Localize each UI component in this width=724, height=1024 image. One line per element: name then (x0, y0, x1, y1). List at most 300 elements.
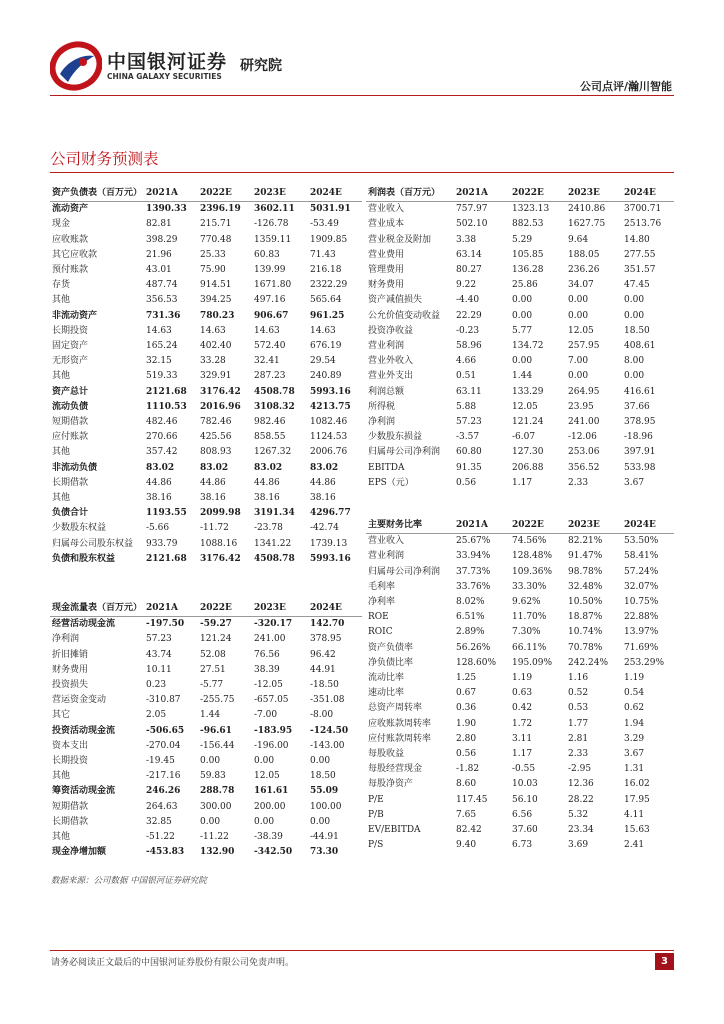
row-label: 归属母公司净利润 (368, 447, 441, 458)
row-label: 流动比率 (368, 673, 405, 684)
year-header-cell: 2024E (624, 518, 674, 534)
table-row (366, 324, 674, 339)
row-label: EPS（元） (368, 477, 414, 488)
value-cell: 3.69 (568, 840, 589, 851)
value-cell: 1.17 (512, 477, 533, 488)
table-row (50, 663, 362, 678)
value-cell: 1671.80 (254, 280, 292, 291)
table-row (366, 430, 674, 445)
value-cell: 780.23 (200, 310, 235, 321)
value-cell: 98.78% (568, 566, 603, 577)
value-cell: -1.82 (456, 764, 480, 775)
table-row (50, 324, 362, 339)
value-cell: 13.97% (624, 627, 659, 638)
value-cell: 782.46 (200, 417, 232, 428)
value-cell: 3108.32 (254, 401, 295, 412)
value-cell: 58.41% (624, 551, 659, 562)
value-cell: 1088.16 (200, 538, 238, 549)
value-cell: -59.27 (200, 619, 232, 630)
table-title-cell: 利润表（百万元） (366, 186, 456, 202)
row-label: 归属母公司股东权益 (52, 538, 134, 549)
value-cell: 83.02 (254, 462, 283, 473)
value-cell: 33.28 (200, 356, 226, 367)
value-cell: 3.38 (456, 234, 477, 245)
row-label: 现金净增加额 (52, 847, 107, 858)
value-cell: 2410.86 (568, 204, 606, 215)
row-label: 投资活动现金流 (52, 725, 116, 736)
value-cell: 16.02 (624, 779, 650, 790)
value-cell: -23.78 (254, 523, 283, 534)
table-row (366, 717, 674, 732)
table-row (50, 815, 362, 830)
value-cell: 3191.34 (254, 508, 295, 519)
section-title: 公司财务预测表 (50, 150, 159, 168)
value-cell: 1.16 (568, 673, 589, 684)
table-row (50, 632, 362, 647)
table-row (50, 461, 362, 476)
row-label: EBITDA (368, 462, 405, 473)
table-row (50, 648, 362, 663)
value-cell: 914.51 (200, 280, 232, 291)
value-cell: 351.57 (624, 265, 656, 276)
value-cell: 133.29 (512, 386, 544, 397)
value-cell: 2.80 (456, 733, 477, 744)
row-label: 投资净收益 (368, 325, 414, 336)
value-cell: 23.95 (568, 401, 594, 412)
value-cell: -11.72 (200, 523, 229, 534)
value-cell: 165.24 (146, 341, 178, 352)
table-row (50, 552, 362, 567)
row-label: 流动资产 (52, 204, 89, 215)
value-cell: 3.67 (624, 477, 645, 488)
value-cell: 3602.11 (254, 204, 295, 215)
value-cell: 136.28 (512, 265, 544, 276)
table-row (50, 754, 362, 769)
table-row (50, 217, 362, 232)
value-cell: 882.53 (512, 219, 544, 230)
value-cell: 2513.76 (624, 219, 662, 230)
value-cell: 329.91 (200, 371, 232, 382)
value-cell: 6.73 (512, 840, 533, 851)
value-cell: 12.05 (254, 771, 280, 782)
value-cell: 3176.42 (200, 553, 241, 564)
table-row (50, 354, 362, 369)
year-header-cell: 2023E (568, 518, 624, 534)
table-row (366, 217, 674, 232)
value-cell: 356.52 (568, 462, 600, 473)
value-cell: 21.96 (146, 249, 172, 260)
value-cell: -217.16 (146, 771, 181, 782)
value-cell: 188.05 (568, 249, 600, 260)
value-cell: -11.22 (200, 832, 229, 843)
value-cell: 1124.53 (310, 432, 348, 443)
value-cell: 1390.33 (146, 204, 187, 215)
table-row (50, 724, 362, 739)
value-cell: 4508.78 (254, 553, 295, 564)
value-cell: 0.00 (568, 310, 589, 321)
value-cell: 58.96 (456, 341, 482, 352)
row-label: 每股净资产 (368, 779, 414, 790)
row-label: 营业外收入 (368, 356, 414, 367)
value-cell: -657.05 (254, 695, 289, 706)
value-cell: 57.24% (624, 566, 659, 577)
page-header (0, 0, 724, 120)
value-cell: 1.94 (624, 718, 645, 729)
value-cell: -143.00 (310, 740, 345, 751)
table-row (50, 415, 362, 430)
value-cell: 12.05 (568, 325, 594, 336)
value-cell: 731.36 (146, 310, 181, 321)
value-cell: -126.78 (254, 219, 289, 230)
value-cell: 216.18 (310, 265, 342, 276)
value-cell: 3176.42 (200, 386, 241, 397)
value-cell: 44.86 (254, 477, 280, 488)
value-cell: 14.63 (200, 325, 226, 336)
source-note: 数据来源：公司数据 中国银河证券研究院 (51, 876, 207, 886)
value-cell: 5.32 (568, 809, 589, 820)
value-cell: 74.56% (512, 536, 547, 547)
value-cell: 378.95 (310, 634, 342, 645)
table-row (50, 693, 362, 708)
value-cell: 127.30 (512, 447, 544, 458)
table-row (366, 293, 674, 308)
value-cell: 3.29 (624, 733, 645, 744)
value-cell: 961.25 (310, 310, 345, 321)
value-cell: 2.33 (568, 477, 589, 488)
value-cell: 6.56 (512, 809, 533, 820)
value-cell: 134.72 (512, 341, 544, 352)
row-label: 负债合计 (52, 508, 89, 519)
table-row (366, 445, 674, 460)
financial-ratios-table (366, 518, 674, 853)
value-cell: -197.50 (146, 619, 185, 630)
value-cell: 11.70% (512, 612, 547, 623)
value-cell: 75.90 (200, 265, 226, 276)
value-cell: 2121.68 (146, 386, 187, 397)
row-label: 现金 (52, 219, 71, 230)
row-label: P/S (368, 840, 384, 851)
value-cell: 4508.78 (254, 386, 295, 397)
value-cell: 2322.29 (310, 280, 348, 291)
value-cell: 3.67 (624, 749, 645, 760)
value-cell: 808.93 (200, 447, 232, 458)
value-cell: 1082.46 (310, 417, 348, 428)
row-label: 应收账款周转率 (368, 718, 432, 729)
value-cell: 9.40 (456, 840, 477, 851)
value-cell: 288.78 (200, 786, 235, 797)
value-cell: 1.19 (624, 673, 645, 684)
row-label: 其它应收款 (52, 249, 98, 260)
row-label: 筹资活动现金流 (52, 786, 116, 797)
row-label: 其他 (52, 771, 71, 782)
value-cell: 10.74% (568, 627, 603, 638)
value-cell: 4213.75 (310, 401, 351, 412)
value-cell: 10.03 (512, 779, 538, 790)
value-cell: 1267.32 (254, 447, 292, 458)
row-label: 营业利润 (368, 341, 405, 352)
row-label: 固定资产 (52, 341, 89, 352)
table-row (50, 339, 362, 354)
value-cell: 300.00 (200, 801, 232, 812)
value-cell: 3.11 (512, 733, 533, 744)
value-cell: 0.42 (512, 703, 533, 714)
value-cell: 7.00 (568, 356, 589, 367)
value-cell: 109.36% (512, 566, 553, 577)
table-row (50, 278, 362, 293)
row-label: 少数股东权益 (52, 523, 107, 534)
year-header-cell: 2021A (146, 601, 200, 617)
value-cell: 519.33 (146, 371, 178, 382)
row-label: 每股收益 (368, 749, 405, 760)
row-label: 长期借款 (52, 816, 89, 827)
value-cell: 0.23 (146, 680, 167, 691)
row-label: 净利率 (368, 597, 396, 608)
galaxy-logo-icon (50, 40, 102, 92)
value-cell: 1341.22 (254, 538, 292, 549)
row-label: ROIC (368, 627, 393, 638)
value-cell: 22.88% (624, 612, 659, 623)
value-cell: 5993.16 (310, 386, 351, 397)
value-cell: -0.23 (456, 325, 480, 336)
table-row (366, 415, 674, 430)
value-cell: 277.55 (624, 249, 656, 260)
value-cell: 44.91 (310, 664, 336, 675)
value-cell: 0.00 (254, 756, 275, 767)
value-cell: 200.00 (254, 801, 286, 812)
table-row (366, 263, 674, 278)
row-label: 每股经营现金 (368, 764, 423, 775)
table-row (50, 491, 362, 506)
value-cell: 5.29 (512, 234, 533, 245)
table-row (366, 686, 674, 701)
value-cell: 287.23 (254, 371, 286, 382)
value-cell: 0.67 (456, 688, 477, 699)
value-cell: 83.02 (310, 462, 339, 473)
row-label: 资产减值损失 (368, 295, 423, 306)
value-cell: 0.56 (456, 749, 477, 760)
year-header-cell: 2023E (254, 186, 310, 202)
row-label: 营业外支出 (368, 371, 414, 382)
value-cell: 100.00 (310, 801, 342, 812)
year-header-cell: 2021A (146, 186, 200, 202)
table-row (366, 701, 674, 716)
row-label: 营业税金及附加 (368, 234, 432, 245)
value-cell: 1193.55 (146, 508, 187, 519)
value-cell: 1.72 (512, 718, 533, 729)
value-cell: 487.74 (146, 280, 178, 291)
value-cell: 14.63 (310, 325, 336, 336)
table-row (366, 580, 674, 595)
value-cell: 83.02 (146, 462, 175, 473)
value-cell: 242.24% (568, 657, 609, 668)
value-cell: 770.48 (200, 234, 232, 245)
value-cell: 43.01 (146, 265, 172, 276)
table-row (366, 202, 674, 218)
value-cell: 18.50 (624, 325, 650, 336)
value-cell: 0.00 (200, 756, 221, 767)
row-label: 其他 (52, 371, 71, 382)
value-cell: -6.07 (512, 432, 536, 443)
value-cell: 10.50% (568, 597, 603, 608)
value-cell: 4296.77 (310, 508, 351, 519)
table-row (50, 476, 362, 491)
value-cell: 2.33 (568, 749, 589, 760)
value-cell: 28.22 (568, 794, 594, 805)
value-cell: 0.00 (568, 371, 589, 382)
table-row (50, 385, 362, 400)
value-cell: 1359.11 (254, 234, 292, 245)
table-row (50, 784, 362, 799)
value-cell: 2016.96 (200, 401, 241, 412)
value-cell: 161.61 (254, 786, 289, 797)
value-cell: 0.63 (512, 688, 533, 699)
value-cell: -44.91 (310, 832, 339, 843)
table-row (50, 845, 362, 860)
value-cell: 246.26 (146, 786, 181, 797)
row-label: 其他 (52, 493, 71, 504)
value-cell: 17.95 (624, 794, 650, 805)
table-row (366, 309, 674, 324)
value-cell: 1.90 (456, 718, 477, 729)
row-label: 净负债比率 (368, 657, 414, 668)
value-cell: 1627.75 (568, 219, 606, 230)
value-cell: 565.64 (310, 295, 342, 306)
table-row (366, 385, 674, 400)
value-cell: 37.60 (512, 825, 538, 836)
value-cell: 33.76% (456, 581, 491, 592)
value-cell: -196.00 (254, 740, 289, 751)
title-divider (50, 172, 674, 173)
value-cell: 128.60% (456, 657, 497, 668)
row-label: 净利润 (368, 417, 396, 428)
value-cell: -4.40 (456, 295, 480, 306)
row-label: 短期借款 (52, 801, 89, 812)
value-cell: 23.34 (568, 825, 594, 836)
footer-disclaimer: 请务必阅读正文最后的中国银河证券股份有限公司免责声明。 (51, 958, 295, 968)
value-cell: -453.83 (146, 847, 185, 858)
value-cell: 55.09 (310, 786, 339, 797)
value-cell: 57.23 (456, 417, 482, 428)
row-label: 存货 (52, 280, 71, 291)
value-cell: 408.61 (624, 341, 656, 352)
value-cell: 2.05 (146, 710, 167, 721)
value-cell: 71.69% (624, 642, 659, 653)
table-row (50, 800, 362, 815)
value-cell: 27.51 (200, 664, 226, 675)
table-row (366, 339, 674, 354)
value-cell: -5.66 (146, 523, 170, 534)
table-row (366, 838, 674, 853)
row-label: 非流动负债 (52, 462, 98, 473)
value-cell: 0.00 (254, 816, 275, 827)
document-type: 公司点评/瀚川智能 (579, 80, 672, 93)
value-cell: 2.89% (456, 627, 485, 638)
value-cell: -8.00 (310, 710, 334, 721)
value-cell: 33.94% (456, 551, 491, 562)
value-cell: 241.00 (254, 634, 286, 645)
value-cell: -310.87 (146, 695, 181, 706)
row-label: 其他 (52, 447, 71, 458)
value-cell: -183.95 (254, 725, 293, 736)
value-cell: 80.27 (456, 265, 482, 276)
table-row (50, 506, 362, 521)
value-cell: 12.36 (568, 779, 594, 790)
value-cell: 14.63 (254, 325, 280, 336)
value-cell: 264.63 (146, 801, 178, 812)
value-cell: 982.46 (254, 417, 286, 428)
year-header-cell: 2024E (310, 601, 362, 617)
value-cell: 32.48% (568, 581, 603, 592)
table-row (50, 233, 362, 248)
table-row (366, 656, 674, 671)
value-cell: -255.75 (200, 695, 235, 706)
value-cell: 38.39 (254, 664, 280, 675)
value-cell: 38.16 (200, 493, 226, 504)
value-cell: 63.14 (456, 249, 482, 260)
row-label: 速动比率 (368, 688, 405, 699)
row-label: EV/EBITDA (368, 825, 421, 836)
value-cell: 6.51% (456, 612, 485, 623)
value-cell: 33.30% (512, 581, 547, 592)
value-cell: 82.42 (456, 825, 482, 836)
row-label: 投资损失 (52, 680, 89, 691)
value-cell: 142.70 (310, 619, 345, 630)
value-cell: 56.10 (512, 794, 538, 805)
row-label: P/E (368, 794, 384, 805)
value-cell: 236.26 (568, 265, 600, 276)
table-row (366, 565, 674, 580)
value-cell: 0.56 (456, 477, 477, 488)
value-cell: 63.11 (456, 386, 482, 397)
value-cell: 0.53 (568, 703, 589, 714)
value-cell: 37.66 (624, 401, 650, 412)
table-row (366, 549, 674, 564)
value-cell: 497.16 (254, 295, 286, 306)
value-cell: 38.16 (254, 493, 280, 504)
row-label: 少数股东损益 (368, 432, 423, 443)
value-cell: 1739.13 (310, 538, 348, 549)
year-header-cell: 2023E (568, 186, 624, 202)
table-row (50, 202, 362, 218)
row-label: 流动负债 (52, 401, 89, 412)
value-cell: 0.51 (456, 371, 477, 382)
table-row (50, 521, 362, 536)
row-label: 长期投资 (52, 325, 89, 336)
year-header-cell: 2022E (512, 186, 568, 202)
value-cell: 2.41 (624, 840, 645, 851)
page-number: 3 (655, 953, 674, 970)
value-cell: -506.65 (146, 725, 185, 736)
value-cell: 121.24 (200, 634, 232, 645)
value-cell: 0.00 (200, 816, 221, 827)
value-cell: 25.33 (200, 249, 226, 260)
value-cell: 132.90 (200, 847, 235, 858)
table-row (366, 641, 674, 656)
value-cell: -12.06 (568, 432, 597, 443)
table-row (50, 537, 362, 552)
value-cell: 215.71 (200, 219, 232, 230)
value-cell: 71.43 (310, 249, 336, 260)
value-cell: 105.85 (512, 249, 544, 260)
row-label: 非流动资产 (52, 310, 98, 321)
value-cell: 933.79 (146, 538, 178, 549)
value-cell: 18.87% (568, 612, 603, 623)
value-cell: 44.86 (310, 477, 336, 488)
value-cell: -2.95 (568, 764, 592, 775)
table-title-cell: 现金流量表（百万元） (50, 601, 146, 617)
value-cell: 270.66 (146, 432, 178, 443)
year-header-cell: 2024E (310, 186, 362, 202)
